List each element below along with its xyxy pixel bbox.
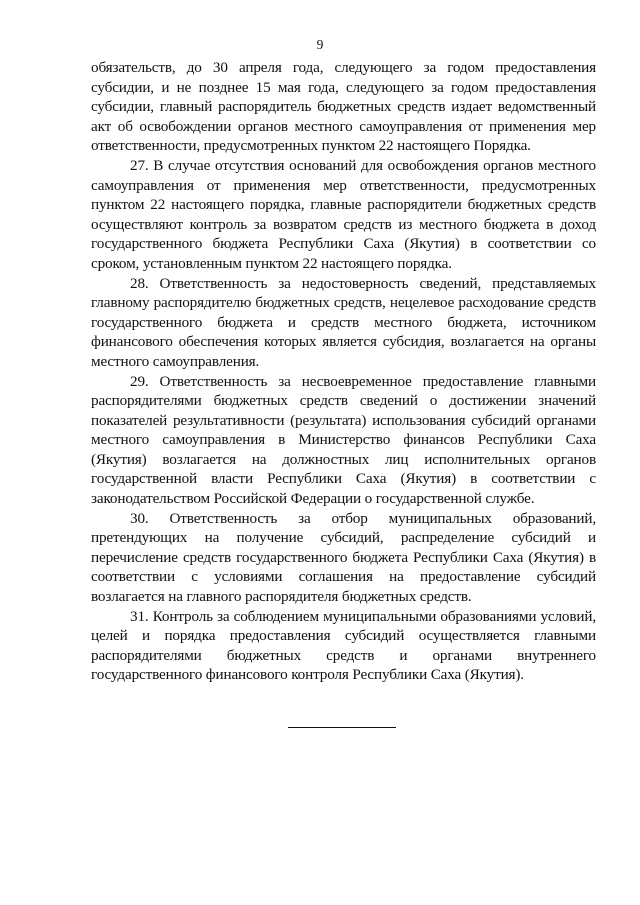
document-body — [91, 58, 596, 685]
end-of-document-line — [288, 727, 396, 728]
paragraph-29: 29. Ответственность за несвоевременное предоставление главными распорядителями бюджетных средств сведений о достижении значений показателей результативности (результата) использования субсидий органами местного самоуправления в Министерство финансов Республики Саха (Якутия) возлагается на должностных лиц исполнительных органов государственной власти Республики Саха (Якутия) в соответствии с законодательством Российской Федерации о государственной службе. — [91, 372, 596, 508]
page-number: 9 — [316, 37, 324, 52]
paragraph-28: 28. Ответственность за недостоверность сведений, представляемых главному распорядителю бюджетных средств, нецелевое расходование средств государственного бюджета и средств местного бюджета, источником финансового обеспечения которых является субсидия, возлагается на органы местного самоуправления. — [91, 274, 596, 370]
paragraph-31: 31. Контроль за соблюдением муниципальными образованиями условий, целей и порядка предоставления субсидий осуществляется главными распорядителями бюджетных средств и органами внутреннего государственного финансового контроля Республики Саха (Якутия). — [91, 607, 596, 684]
paragraph-30: 30. Ответственность за отбор муниципальных образований, претендующих на получение субсидий, распределение субсидий и перечисление средств государственного бюджета Республики Саха (Якутия) в соответствии с условиями соглашения на предоставление субсидий возлагается на главного распорядителя бюджетных средств. — [91, 509, 596, 606]
paragraph-27: 27. В случае отсутствия оснований для освобождения органов местного самоуправления от применения мер ответственности, предусмотренных пунктом 22 настоящего порядка, главные распорядители бюджетных средств осуществляют контроль за возвратом средств из местного бюджета в доход государственного бюджета Республики Саха (Якутия) в соответствии со сроком, установленным пунктом 22 настоящего порядка. — [91, 156, 596, 272]
paragraph-continuation: обязательств, до 30 апреля года, следующего за годом предоставления субсидии, и не позднее 15 мая года, следующего за годом предоставления субсидии, главный распорядитель бюджетных средств издает ведомственный акт об освобождении органов местного самоуправления от применения мер ответственности, предусмотренных пунктом 22 настоящего Порядка. — [91, 59, 596, 155]
